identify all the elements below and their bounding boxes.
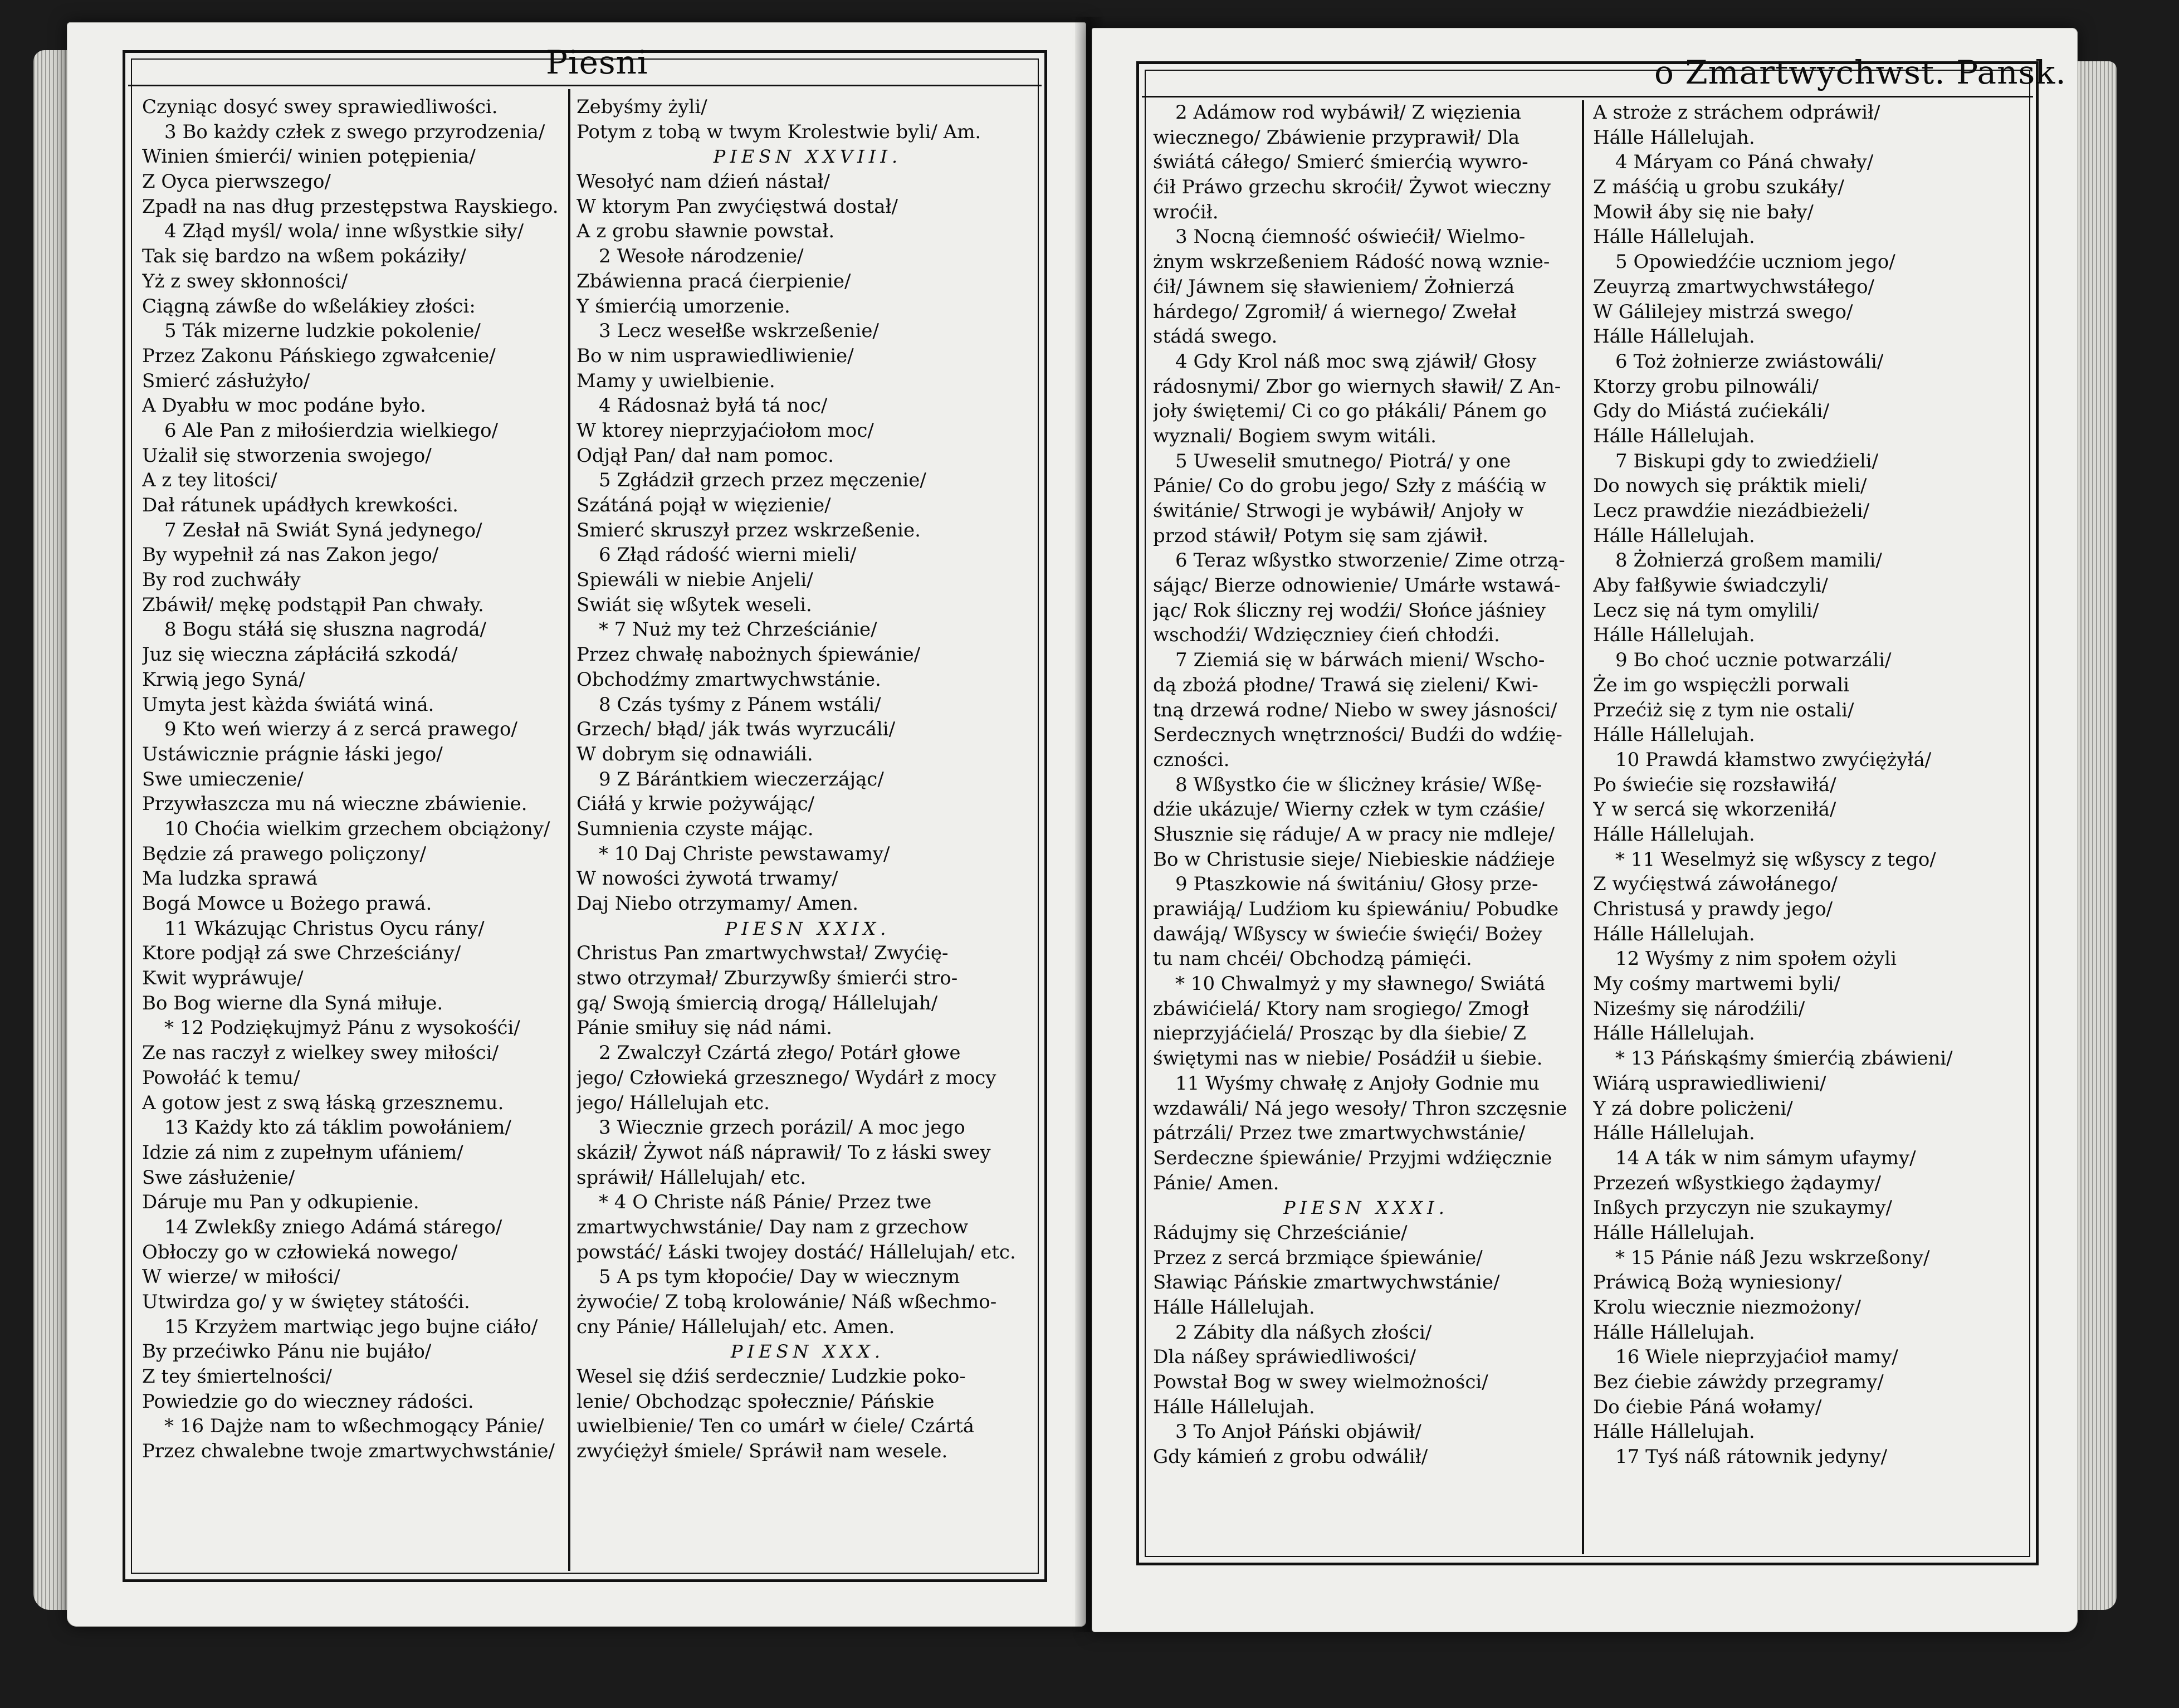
text-line: 14 A ták w nim sámym ufaymy/: [1615, 1146, 1916, 1169]
text-line: W wierze/ w miłości/: [142, 1266, 340, 1289]
left-running-head: Piesni: [546, 43, 648, 81]
text-line: * 13 Páńskąśmy śmierćią zbáwieni/: [1615, 1047, 1953, 1070]
left-column-1: [142, 95, 565, 1571]
text-line: Rádujmy się Chrześciánie/: [1153, 1221, 1408, 1244]
text-line: Potym z tobą w twym Krolestwie byli/ Am.: [576, 120, 981, 143]
text-line: 10 Choćia wielkim grzechem obciążony/: [164, 817, 550, 840]
text-line: Ciáłá y krwie pożywájąc/: [576, 793, 815, 816]
text-line: 11 Wkázując Christus Oycu rány/: [164, 917, 485, 940]
text-line: 4 Złąd myśl/ wola/ inne wßystkie siły/: [164, 220, 524, 243]
text-line: 11 Wyśmy chwałę z Anjoły Godnie mu: [1175, 1072, 1540, 1095]
text-line: 8 Żołnierzá großem mamili/: [1615, 549, 1882, 572]
text-line: Serdeczne śpiewánie/ Przyjmi wdźięcznie: [1153, 1146, 1552, 1169]
right-column-divider: [1582, 100, 1584, 1554]
text-line: A Dyabłu w moc podáne było.: [142, 394, 426, 417]
text-line: 10 Prawdá kłamstwo zwyćiężyłá/: [1615, 748, 1932, 771]
text-line: 14 Zwlekßy zniego Adámá stárego/: [164, 1216, 502, 1238]
text-line: Smierć zásłużyło/: [142, 369, 310, 392]
text-line: Ze nas raczył z wielkey swey miłości/: [142, 1042, 499, 1065]
text-line: Hálle Hállelujah.: [1593, 1022, 1755, 1045]
text-line: Bo Bog wierne dla Syná miłuje.: [142, 992, 443, 1014]
text-line: Że im go wspięcżli porwali: [1593, 674, 1849, 696]
text-line: W ktorey nieprzyjaćiołom moc/: [576, 419, 874, 442]
text-line: 5 Uweselił smutnego/ Piotrá/ y one: [1175, 450, 1511, 472]
text-line: W dobrym się odnawiáli.: [576, 743, 813, 765]
text-line: dą zbożá płodne/ Trawá się zieleni/ Kwi-: [1153, 674, 1538, 696]
text-line: Przez chwalebne twoje zmartwychwstánie/: [142, 1440, 555, 1463]
text-line: 3 Bo każdy człek z swego przyrodzenia/: [164, 120, 545, 143]
text-line: Obłoczy go w człowieká nowego/: [142, 1241, 458, 1263]
text-line: zmartwychwstánie/ Day nam z grzechow: [576, 1216, 969, 1238]
text-line: Mamy y uwielbienie.: [576, 369, 775, 392]
text-line: * 7 Nuż my też Chrześciánie/: [599, 618, 877, 641]
text-line: 7 Zesłał nā Swiát Syná jedynego/: [164, 519, 482, 541]
text-line: * 15 Pánie náß Jezu wskrzeßony/: [1615, 1246, 1930, 1269]
text-line: wroćił.: [1153, 201, 1219, 223]
text-line: stádá swego.: [1153, 325, 1278, 348]
text-line: świátá cáłego/ Smierć śmierćią wywro-: [1153, 151, 1528, 174]
text-line: Hálle Hállelujah.: [1593, 325, 1755, 348]
text-line: Zeuyrzą zmartwychwstáłego/: [1593, 275, 1875, 298]
text-line: 2 Adámow rod wybáwił/ Z więzienia: [1175, 101, 1522, 124]
text-line: 5 Opowiedźćie uczniom jego/: [1615, 251, 1895, 274]
text-line: powstáć/ Łáski twojey dostáć/ Hállelujah/ etc.: [576, 1241, 1016, 1263]
text-line: 5 Zgłádził grzech przez męczenie/: [599, 469, 926, 492]
text-line: Przezeń wßystkiego żądaymy/: [1593, 1172, 1882, 1194]
text-line: jego/ Człowieká grzesznego/ Wydárł z mocy: [576, 1066, 996, 1089]
text-line: 5 Ták mizerne ludzkie pokolenie/: [164, 320, 481, 343]
text-line: dawáją/ Wßyscy w świećie święći/ Bożey: [1153, 923, 1542, 945]
text-line: 13 Każdy kto zá táklim powołániem/: [164, 1116, 511, 1139]
text-line: 8 Czás tyśmy z Pánem wstáli/: [599, 693, 881, 716]
text-line: Niześmy się národźili/: [1593, 997, 1805, 1020]
text-line: Ktore podjął zá swe Chrześciány/: [142, 942, 461, 965]
text-line: wiecznego/ Zbáwienie przyprawił/ Dla: [1153, 126, 1520, 149]
text-line: Hálle Hállelujah.: [1593, 823, 1755, 846]
text-line: My cośmy martwemi byli/: [1593, 973, 1840, 995]
text-line: tu nam chcéi/ Obchodzą pámięći.: [1153, 948, 1472, 970]
text-line: Christus Pan zmartwychwstał/ Zwyćię-: [576, 942, 949, 965]
text-line: nieprzyjáćielá/ Prosząc by dla śiebie/ Z: [1153, 1022, 1526, 1045]
text-line: Y zá dobre policżeni/: [1593, 1097, 1793, 1120]
text-line: Hálle Hállelujah.: [1153, 1395, 1315, 1418]
text-line: świtánie/ Strwogi je wybáwił/ Anjoły w: [1153, 500, 1524, 522]
text-line: Ustáwicznie prágnie łáski jego/: [142, 743, 443, 765]
text-line: cny Pánie/ Hállelujah/ etc. Amen.: [576, 1315, 895, 1338]
text-line: hárdego/ Zgromił/ á wiernego/ Zwełał: [1153, 300, 1517, 323]
text-line: Z wyćięstwá záwołánego/: [1593, 873, 1838, 896]
text-line: Krolu wiecznie niezmożony/: [1593, 1296, 1861, 1319]
text-line: By wypełnił zá nas Zakon jego/: [142, 544, 439, 567]
song-heading: PIESN XXXI.: [1283, 1197, 1449, 1219]
text-line: prawiáją/ Ludźiom ku śpiewániu/ Pobudke: [1153, 898, 1559, 920]
text-line: Hálle Hállelujah.: [1593, 524, 1755, 547]
text-line: 4 Gdy Krol náß moc swą zjáwił/ Głosy: [1175, 350, 1537, 373]
text-line: ćił/ Jáwnem się sławieniem/ Żołnierzá: [1153, 275, 1515, 298]
text-line: Yż z swey skłonności/: [142, 270, 348, 292]
text-line: Pánie/ Co do grobu jego/ Szły z máśćią w: [1153, 475, 1547, 497]
text-line: Zebyśmy żyli/: [576, 96, 707, 118]
text-line: Swiát się wßytek weseli.: [576, 593, 812, 616]
text-line: zbáwićielá/ Ktory nam srogiego/ Zmogł: [1153, 997, 1529, 1020]
text-line: Umyta jest kàżda świátá winá.: [142, 693, 434, 716]
text-line: * 12 Podziękujmyż Pánu z wysokośći/: [164, 1017, 520, 1040]
text-line: Mowił áby się nie bały/: [1593, 201, 1814, 223]
text-line: lenie/ Obchodząc społecznie/ Páńskie: [576, 1390, 935, 1413]
text-line: Powołáć k temu/: [142, 1066, 300, 1089]
text-line: Przez z sercá brzmiące śpiewánie/: [1153, 1246, 1483, 1269]
text-line: * 16 Dajże nam to wßechmogący Pánie/: [164, 1415, 544, 1438]
text-line: 6 Teraz wßystko stworzenie/ Zime otrzą-: [1175, 549, 1565, 572]
text-line: Przywłaszcza mu ná wieczne zbáwienie.: [142, 793, 527, 816]
text-line: Z Oyca pierwszego/: [142, 170, 331, 193]
text-line: 17 Tyś náß rátownik jedyny/: [1615, 1446, 1888, 1468]
text-line: dźie ukázuje/ Wierny człek w tym czáśie/: [1153, 798, 1545, 821]
text-line: * 4 O Christe náß Pánie/ Przez twe: [599, 1191, 932, 1214]
text-line: Zbáwienna pracá ćierpienie/: [576, 270, 851, 292]
text-line: Szátáná pojął w więzienie/: [576, 494, 831, 516]
text-line: Do ćiebie Páná wołamy/: [1593, 1395, 1822, 1418]
text-line: Z máśćią u grobu szukáły/: [1593, 176, 1844, 199]
text-line: Obchodźmy zmartwychwstánie.: [576, 668, 881, 691]
text-line: W ktorym Pan zwyćięstwá dostał/: [576, 195, 898, 218]
right-page: [1092, 28, 2078, 1632]
text-line: Lecz się ná tym omylili/: [1593, 599, 1819, 622]
text-line: By rod zuchwáły: [142, 569, 301, 592]
text-line: Zpadł na nas dług przestępstwa Rayskiego.: [142, 195, 559, 218]
text-line: rádosnymi/ Zbor go wiernych sławił/ Z An-: [1153, 375, 1561, 398]
text-line: 2 Zwalczył Czártá złego/ Potárł głowe: [599, 1042, 961, 1065]
text-line: 8 Bogu stáłá się słuszna nagrodá/: [164, 618, 486, 641]
text-line: 6 Toż żołnierze zwiástowáli/: [1615, 350, 1884, 373]
right-column-2: [1593, 100, 2033, 1554]
text-line: Czyniąc dosyć swey sprawiedliwości.: [142, 96, 498, 118]
left-column-2: [576, 95, 1039, 1571]
text-line: jego/ Hállelujah etc.: [576, 1091, 770, 1114]
text-line: czności.: [1153, 748, 1230, 771]
text-line: jąc/ Rok śliczny rej wodźi/ Słońce jáśniey: [1153, 599, 1546, 622]
text-line: Gdy kámień z grobu odwálił/: [1153, 1446, 1428, 1468]
text-line: Christusá y prawdy jego/: [1593, 898, 1833, 920]
text-line: Idzie zá nim z zupełnym ufániem/: [142, 1141, 463, 1164]
text-line: Grzech/ błąd/ ják twás wyrzucáli/: [576, 718, 896, 741]
text-line: Daj Niebo otrzymamy/ Amen.: [576, 892, 859, 915]
text-line: 5 A ps tym kłopoćie/ Day w wiecznym: [599, 1266, 960, 1289]
text-line: Inßych przyczyn nie szukaymy/: [1593, 1197, 1892, 1219]
text-line: Odjął Pan/ dał nam pomoc.: [576, 444, 834, 467]
text-line: 9 Z Bárántkiem wieczerzájąc/: [599, 768, 884, 790]
text-line: żywoćie/ Z tobą krolowánie/ Náß wßechmo-: [576, 1291, 997, 1313]
text-line: Smierć skruszył przez wskrzeßenie.: [576, 519, 921, 541]
text-line: świętymi nas w niebie/ Posádźił u śiebie.: [1153, 1047, 1543, 1070]
text-line: Przez chwałę nabożnych śpiewánie/: [576, 643, 921, 666]
text-line: Z tey śmiertelności/: [142, 1365, 333, 1388]
text-line: Hálle Hállelujah.: [1153, 1296, 1315, 1319]
text-line: wyznali/ Bogiem swym witáli.: [1153, 424, 1437, 447]
left-head-rule: [128, 85, 1042, 86]
text-line: 3 To Anjoł Páński objáwił/: [1175, 1421, 1421, 1443]
text-line: Powstał Bog w swey wielmożności/: [1153, 1371, 1488, 1394]
text-line: Kwit wypráwuje/: [142, 967, 304, 990]
text-line: Hálle Hállelujah.: [1593, 923, 1755, 945]
text-line: Hálle Hállelujah.: [1593, 424, 1755, 447]
text-line: Sumnienia czyste májąc.: [576, 817, 814, 840]
text-line: Hálle Hállelujah.: [1593, 1421, 1755, 1443]
text-line: Hálle Hállelujah.: [1593, 1122, 1755, 1145]
text-line: Słusznie się ráduje/ A w pracy nie mdleje/: [1153, 823, 1555, 846]
text-line: A z tey litości/: [142, 469, 277, 492]
text-line: Po świećie się rozsławiłá/: [1593, 773, 1836, 796]
text-line: uwielbienie/ Ten co umárł w ćiele/ Czártá: [576, 1415, 975, 1438]
text-line: Hálle Hállelujah.: [1593, 624, 1755, 647]
text-line: Ktorzy grobu pilnowáli/: [1593, 375, 1819, 398]
text-line: zwyćiężył śmiele/ Spráwił nam wesele.: [576, 1440, 948, 1463]
text-line: stwo otrzymał/ Zburzywßy śmierći stro-: [576, 967, 958, 990]
text-line: Zbáwił/ mękę podstąpił Pan chwały.: [142, 593, 484, 616]
song-heading: PIESN XXIX.: [725, 918, 891, 939]
text-line: Dla náßey spráwiedliwości/: [1153, 1346, 1416, 1369]
text-line: Aby fałßywie świadczyli/: [1593, 574, 1828, 597]
text-line: Lecz prawdźie niezádbieżeli/: [1593, 500, 1870, 522]
text-line: Swe zásłużenie/: [142, 1166, 295, 1189]
text-line: Ma ludzka sprawá: [142, 867, 318, 890]
text-line: Ciągną záwße do wßelákiey złości:: [142, 295, 476, 318]
text-line: Pánie smiłuy się nád námi.: [576, 1017, 832, 1040]
text-line: Serdecznych wnętrzności/ Budźi do wdźię-: [1153, 724, 1562, 746]
text-line: Hálle Hállelujah.: [1593, 1221, 1755, 1244]
text-line: 3 Wiecznie grzech porázil/ A moc jego: [599, 1116, 965, 1139]
text-line: Sławiąc Páńskie zmartwychwstánie/: [1153, 1271, 1500, 1294]
text-line: 4 Máryam co Páná chwały/: [1615, 151, 1874, 174]
text-line: Juz się wieczna zápłáciłá szkodá/: [142, 643, 458, 666]
text-line: 15 Krzyżem martwiąc jego bujne ciáło/: [164, 1315, 538, 1338]
text-line: Swe umieczenie/: [142, 768, 304, 790]
left-column-divider: [568, 89, 570, 1571]
text-line: Bo w Christusie sieje/ Niebieskie nádźieje: [1153, 848, 1555, 871]
text-line: spráwił/ Hállelujah/ etc.: [576, 1166, 807, 1189]
text-line: pátrzáli/ Przez twe zmartwychwstánie/: [1153, 1122, 1526, 1145]
text-line: Hálle Hállelujah.: [1593, 126, 1755, 149]
text-line: wzdawáli/ Ná jego wesoły/ Thron szczęsnie: [1153, 1097, 1567, 1120]
text-line: Y w sercá się wkorzeniłá/: [1593, 798, 1836, 821]
text-line: Spiewáli w niebie Anjeli/: [576, 569, 813, 592]
text-line: Użalił się stworzenia swojego/: [142, 444, 432, 467]
text-line: Wiárą usprawiedliwieni/: [1593, 1072, 1826, 1095]
text-line: Bo w nim usprawiedliwienie/: [576, 344, 854, 367]
text-line: żnym wskrzeßeniem Rádość nową wznie-: [1153, 251, 1550, 274]
book-right-edge: [2078, 61, 2117, 1610]
text-line: sájąc/ Bierze odnowienie/ Umárłe wstawá-: [1153, 574, 1561, 597]
text-line: * 10 Daj Christe pewstawamy/: [599, 842, 890, 865]
text-line: Będzie zá prawego poliçzony/: [142, 842, 427, 865]
text-line: ćił Práwo grzechu skroćił/ Żywot wieczny: [1153, 176, 1551, 199]
text-line: Pánie/ Amen.: [1153, 1172, 1279, 1194]
text-line: Utwirdza go/ y w świętey státośći.: [142, 1291, 470, 1313]
text-line: wschodźi/ Wdzięczniey ćień chłodźi.: [1153, 624, 1500, 647]
song-heading: PIESN XXX.: [730, 1341, 885, 1363]
text-line: Bez ćiebie záwżdy przegramy/: [1593, 1371, 1884, 1394]
text-line: Wesel się dźiś serdecznie/ Ludzkie poko-: [576, 1365, 966, 1388]
text-line: Hálle Hállelujah.: [1593, 226, 1755, 248]
text-line: 9 Bo choć ucznie potwarzáli/: [1615, 649, 1892, 672]
text-line: joły świętemi/ Ci co go płákáli/ Pánem go: [1153, 400, 1547, 423]
text-line: tną drzewá rodne/ Niebo w swey jásności/: [1153, 699, 1557, 721]
text-line: Y śmierćią umorzenie.: [576, 295, 790, 318]
text-line: Tak się bardzo na wßem pokáziły/: [142, 245, 466, 268]
text-line: Dał rátunek upádłych krewkości.: [142, 494, 458, 516]
text-line: 3 Nocną ćiemność oświećił/ Wielmo-: [1175, 226, 1526, 248]
left-page: [67, 22, 1086, 1627]
text-line: gą/ Swoją śmiercią drogą/ Hállelujah/: [576, 992, 938, 1014]
text-line: Práwicą Bożą wyniesiony/: [1593, 1271, 1842, 1294]
right-head-rule: [1142, 96, 2033, 97]
text-line: 8 Wßystko ćie w ślicżney krásie/ Wßę-: [1175, 773, 1542, 796]
text-line: By przećiwko Pánu nie bujáło/: [142, 1340, 432, 1363]
text-line: przod stáwił/ Potym się sam zjáwił.: [1153, 524, 1489, 547]
text-line: A gotow jest z swą łáską grzesznemu.: [142, 1091, 504, 1114]
text-line: Winien śmierći/ winien potępienia/: [142, 145, 476, 168]
right-column-1: [1153, 100, 1579, 1554]
text-line: Krwią jego Syná/: [142, 668, 305, 691]
text-line: W nowości żywotá trwamy/: [576, 867, 838, 890]
text-line: 3 Lecz wesełße wskrzeßenie/: [599, 320, 879, 343]
text-line: Gdy do Miástá zućiekáli/: [1593, 400, 1830, 423]
text-line: Powiedzie go do wieczney rádości.: [142, 1390, 474, 1413]
text-line: A z grobu sławnie powstał.: [576, 220, 835, 243]
text-line: 9 Ptaszkowie ná świtániu/ Głosy prze-: [1175, 873, 1538, 896]
text-line: Wesołyć nam dźień nástał/: [576, 170, 830, 193]
text-line: * 10 Chwalmyż y my sławnego/ Swiátá: [1175, 973, 1546, 995]
text-line: * 11 Weselmyż się wßyscy z tego/: [1615, 848, 1936, 871]
text-line: 6 Ale Pan z miłośierdzia wielkiego/: [164, 419, 499, 442]
text-line: Dáruje mu Pan y odkupienie.: [142, 1191, 419, 1214]
text-line: Przez Zakonu Páńskiego zgwałcenie/: [142, 344, 496, 367]
text-line: 6 Złąd rádość wierni mieli/: [599, 544, 857, 567]
right-running-head: o Zmartwychwst. Pansk.: [1654, 53, 2066, 91]
text-line: A stroże z stráchem odpráwił/: [1593, 101, 1880, 124]
text-line: Hálle Hállelujah.: [1593, 724, 1755, 746]
text-line: 2 Zábity dla náßych złości/: [1175, 1321, 1432, 1344]
text-line: 12 Wyśmy z nim społem ożyli: [1615, 948, 1897, 970]
text-line: 7 Biskupi gdy to zwiedźieli/: [1615, 450, 1879, 472]
text-line: Bogá Mowce u Bożego prawá.: [142, 892, 432, 915]
song-heading: PIESN XXVIII.: [713, 146, 902, 168]
text-line: 9 Kto weń wierzy á z sercá prawego/: [164, 718, 517, 741]
text-line: Przećiż się z tym nie ostali/: [1593, 699, 1854, 721]
text-line: W Gálilejey mistrzá swego/: [1593, 300, 1853, 323]
text-line: 4 Rádosnaż byłá tá noc/: [599, 394, 828, 417]
text-line: 7 Ziemiá się w bárwách mieni/ Wscho-: [1175, 649, 1545, 672]
text-line: Do nowych się práktik mieli/: [1593, 475, 1867, 497]
text-line: skáził/ Żywot náß náprawił/ To z łáski swey: [576, 1141, 991, 1164]
book-left-edge: [33, 50, 67, 1610]
text-line: 16 Wiele nieprzyjaćioł mamy/: [1615, 1346, 1898, 1369]
text-line: 2 Wesołe národzenie/: [599, 245, 804, 268]
text-line: Hálle Hállelujah.: [1593, 1321, 1755, 1344]
